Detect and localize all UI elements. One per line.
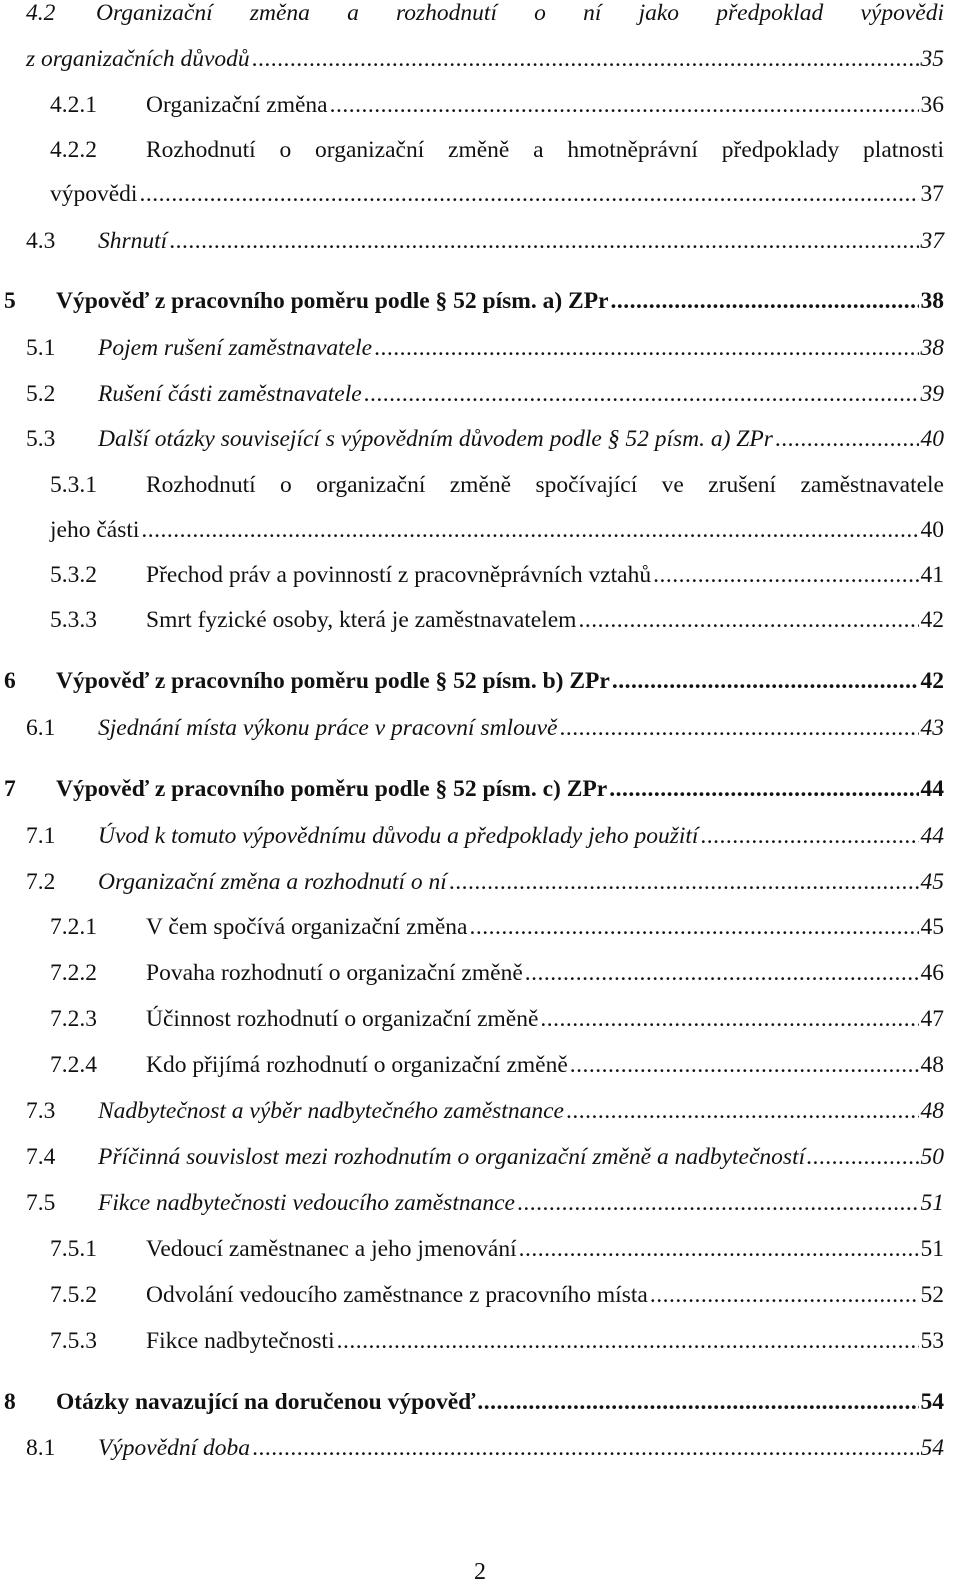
toc-entry-5[interactable] [0,283,944,319]
toc-entry-4-2-2-continued[interactable] [0,176,944,212]
toc-entry-7[interactable] [0,771,944,807]
toc-number: 6 [4,668,16,694]
toc-leader [540,1001,918,1037]
toc-number: 4.3 [26,228,56,254]
toc-page-number: 44 [920,776,944,802]
toc-leader [559,710,918,746]
toc-number: 7.5 [26,1190,56,1216]
toc-title: Povaha rozhodnutí o organizační změně [146,960,523,986]
toc-number: 7.2.1 [50,914,97,940]
toc-page-number: 52 [920,1282,944,1308]
toc-entry-7-5-3[interactable] [0,1323,944,1359]
toc-entry-7-2-1[interactable] [0,909,944,945]
toc-number: 5.3.2 [50,562,97,588]
toc-title: Fikce nadbytečnosti [146,1328,335,1354]
toc-title: Otázky navazující na doručenou výpověď [56,1389,476,1415]
toc-page-number: 40 [920,517,944,543]
toc-entry-7-3[interactable] [0,1093,944,1129]
toc-page-number: 37 [920,228,944,254]
toc-number: 4.2.2 [50,137,97,163]
toc-page-number: 54 [920,1389,944,1415]
toc-entry-4-2-2[interactable] [50,132,944,168]
toc-number: 7.4 [26,1144,56,1170]
toc-leader [525,955,919,991]
toc-title: Příčinná souvislost mezi rozhodnutím o organizační změně a nadbytečností [98,1144,806,1170]
toc-title: Přechod práv a povinností z pracovněprávních vztahů [146,562,652,588]
toc-entry-8-1[interactable] [0,1430,944,1466]
toc-leader [364,376,919,412]
toc-page-number: 53 [920,1328,944,1354]
toc-leader [477,1384,918,1420]
toc-number: 7.2 [26,869,56,895]
toc-entry-7-1[interactable] [0,818,944,854]
toc-page-number: 42 [920,607,944,633]
toc-entry-4-2-continued[interactable] [0,41,944,77]
toc-title: Výpověď z pracovního poměru podle § 52 písm. b) ZPr [56,668,610,694]
toc-title: Organizační změna a rozhodnutí o ní jako předpoklad výpovědi [96,0,944,26]
toc-leader [806,1139,919,1175]
toc-page-number: 41 [920,562,944,588]
toc-number: 5 [4,288,16,314]
toc-page-number: 50 [920,1144,944,1170]
toc-leader [775,421,919,457]
toc-entry-7-2-2[interactable] [0,955,944,991]
toc-entry-7-5[interactable] [0,1185,944,1221]
toc-page-number: 39 [920,381,944,407]
toc-page-number: 35 [920,46,944,72]
toc-title: Účinnost rozhodnutí o organizační změně [146,1006,539,1032]
toc-leader [449,864,919,900]
toc-leader [650,1277,919,1313]
toc-entry-8[interactable] [0,1384,944,1420]
toc-title: Shrnutí [98,228,168,254]
toc-title-continuation: výpovědi [50,181,138,207]
toc-leader [700,818,918,854]
toc-title: Odvolání vedoucího zaměstnance z pracovního místa [146,1282,648,1308]
toc-title: Fikce nadbytečnosti vedoucího zaměstnance [98,1190,515,1216]
toc-entry-5-1[interactable] [0,330,944,366]
toc-entry-7-2-3[interactable] [0,1001,944,1037]
toc-number: 5.3.1 [50,472,97,498]
toc-number: 5.2 [26,381,56,407]
toc-title: Rozhodnutí o organizační změně a hmotněprávní předpoklady platnosti [146,137,944,163]
toc-leader [578,602,918,638]
toc-page-number: 54 [920,1435,944,1461]
toc-page-number: 38 [920,335,944,361]
toc-leader [609,771,918,807]
toc-leader [566,1093,919,1129]
toc-title: Kdo přijímá rozhodnutí o organizační změně [146,1052,568,1078]
toc-entry-7-2[interactable] [0,864,944,900]
toc-entry-5-2[interactable] [0,376,944,412]
toc-number: 7.1 [26,823,56,849]
toc-title: Sjednání místa výkonu práce v pracovní smlouvě [98,715,558,741]
toc-leader [169,223,918,259]
toc-page-number: 42 [920,668,944,694]
toc-page-number: 43 [920,715,944,741]
toc-entry-5-3-1-continued[interactable] [0,512,944,548]
toc-entry-5-3[interactable] [0,421,944,457]
toc-entry-4-2-1[interactable] [0,87,944,123]
toc-title-continuation: jeho části [50,517,140,543]
toc-title: Rušení části zaměstnavatele [98,381,362,407]
toc-number: 6.1 [26,715,56,741]
toc-page-number: 38 [920,288,944,314]
toc-leader [612,663,919,699]
toc-page-number: 51 [920,1190,944,1216]
toc-title: Vedoucí zaměstnanec a jeho jmenování [146,1236,517,1262]
toc-title: Organizační změna a rozhodnutí o ní [98,869,447,895]
toc-page-number: 37 [920,181,944,207]
toc-title: Výpověď z pracovního poměru podle § 52 písm. c) ZPr [56,776,608,802]
toc-leader [570,1047,919,1083]
toc-page-number: 40 [920,426,944,452]
toc-entry-7-4[interactable] [0,1139,944,1175]
toc-entry-4-3[interactable] [0,223,944,259]
toc-page-number: 36 [920,92,944,118]
toc-leader [517,1185,919,1221]
toc-entry-5-3-1[interactable] [50,467,944,503]
toc-title: Výpověď z pracovního poměru podle § 52 písm. a) ZPr [56,288,609,314]
toc-entry-6-1[interactable] [0,710,944,746]
toc-number: 7.2.3 [50,1006,97,1032]
page-number-footer: 2 [474,1559,486,1585]
toc-number: 7.2.4 [50,1052,97,1078]
toc-title: Rozhodnutí o organizační změně spočívající ve zrušení zaměstnavatele [146,472,944,498]
toc-title-continuation: z organizačních důvodů [26,46,250,72]
toc-number: 8 [4,1389,16,1415]
toc-page-number: 48 [920,1098,944,1124]
toc-entry-7-5-1[interactable] [0,1231,944,1267]
toc-number: 7.2.2 [50,960,97,986]
toc-page-number: 48 [920,1052,944,1078]
toc-title: V čem spočívá organizační změna [146,914,468,940]
toc-leader [469,909,918,945]
toc-page-number: 45 [920,869,944,895]
toc-page-number: 51 [920,1236,944,1262]
toc-title: Pojem rušení zaměstnavatele [98,335,373,361]
toc-title: Úvod k tomuto výpovědnímu důvodu a předpoklady jeho použití [98,823,699,849]
toc-leader [141,512,918,548]
toc-leader [653,557,918,593]
toc-leader [252,1430,918,1466]
toc-title: Nadbytečnost a výběr nadbytečného zaměstnance [98,1098,564,1124]
toc-entry-5-3-2[interactable] [0,557,944,593]
toc-number: 4.2 [26,0,56,26]
toc-page-number: 44 [920,823,944,849]
toc-number: 7.5.3 [50,1328,97,1354]
toc-number: 8.1 [26,1435,56,1461]
toc-leader [139,176,918,212]
toc-page-number: 45 [920,914,944,940]
toc-title: Další otázky související s výpovědním důvodem podle § 52 písm. a) ZPr [98,426,773,452]
toc-title: Organizační změna [146,92,328,118]
toc-number: 5.3.3 [50,607,97,633]
toc-number: 7.3 [26,1098,56,1124]
toc-entry-7-2-4[interactable] [0,1047,944,1083]
toc-leader [330,87,919,123]
toc-leader [337,1323,919,1359]
toc-entry-4-2[interactable] [26,0,944,31]
toc-number: 5.3 [26,426,56,452]
toc-entry-6[interactable] [0,663,944,699]
toc-title: Smrt fyzické osoby, která je zaměstnavatelem [146,607,577,633]
toc-number: 4.2.1 [50,92,97,118]
toc-number: 7.5.1 [50,1236,97,1262]
toc-page-number: 47 [920,1006,944,1032]
toc-leader [519,1231,919,1267]
toc-entry-5-3-3[interactable] [0,602,944,638]
toc-leader [611,283,919,319]
toc-entry-7-5-2[interactable] [0,1277,944,1313]
toc-number: 7 [4,776,16,802]
toc-number: 5.1 [26,335,56,361]
toc-title: Výpovědní doba [98,1435,251,1461]
toc-page-number: 46 [920,960,944,986]
toc-number: 7.5.2 [50,1282,97,1308]
toc-leader [374,330,918,366]
toc-leader [252,41,919,77]
